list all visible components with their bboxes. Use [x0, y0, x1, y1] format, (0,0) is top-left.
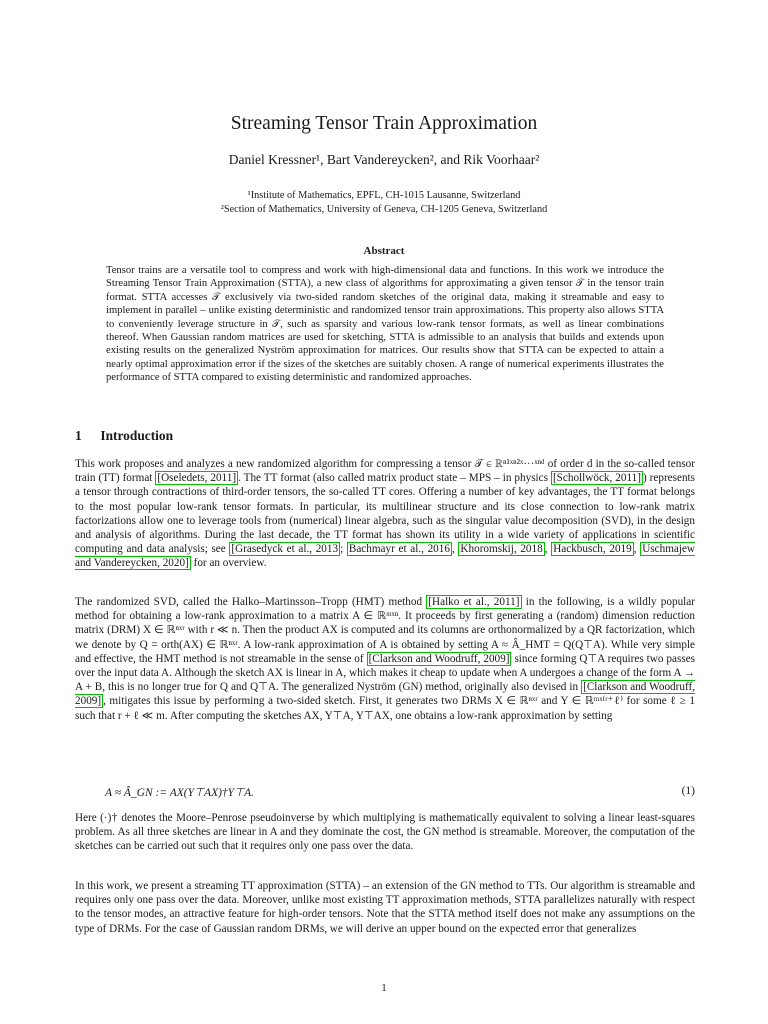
citation-link[interactable]: Khoromskij, 2018 [460, 543, 543, 556]
citation-link[interactable]: [Clarkson and Woodruff, 2009] [75, 681, 695, 708]
section-heading [75, 428, 173, 444]
paragraph-text: In this work, we present a streaming TT approximation (STTA) – an extension of the GN method to TTs. Our algorithm is streamable and requires only one pass over the data. Moreover, unlike most existing TT approximation methods, STTA parallelizes naturally with respect to the tensor modes, an attractive feature for high-order tensors. Note that the STTA method itself does not make any assumptions on the type of DRMs. For the case of Gaussian random DRMs, we will derive an upper bound on the expected error that generalizes [75, 880, 695, 935]
abstract-heading: Abstract [363, 245, 405, 257]
abstract [106, 264, 664, 385]
citation-link[interactable]: Uschmajew and Vandereycken, 2020] [75, 543, 696, 570]
abstract-text: Tensor trains are a versatile tool to compress and work with high-dimensional data and functions. In this work we introduce the Streaming Tensor Train Approximation (STTA), a new class of algorithms for approximating a given tensor 𝒯 in the tensor train format. STTA accesses 𝒯 exclusively via two-sided random sketches of the original data, making it streamable and easy to implement in parallel – unlike existing deterministic and randomized tensor train approximations. This property also allows STTA to conveniently leverage structure in 𝒯, such as sparsity and various low-rank tensor formats, as well as linear combinations thereof. When Gaussian random matrices are used for sketching, STTA is admissible to an analysis that builds and extends upon existing results on the generalized Nyström approximation for matrices. Our results show that STTA can be expected to attain a nearly optimal approximation error if the sizes of the sketches are suitably chosen. A range of numerical experiments illustrates the performance of STTA compared to existing deterministic and randomized approaches. [106, 265, 664, 384]
paragraph-text: in the following, is a wildly popular method for obtaining a low-rank approximation to a matrix A ∈ ℝᵐˣⁿ. It proceeds by first generating a (random) dimension reduction matrix (DRM) X ∈ ℝⁿˣʳ with r ≪ n. Then the product AX is computed and its columns are orthonormalized by a QR factorization, which we denote by Q = orth(AX) ∈ ℝⁿˣʳ. A low-rank approximation of A is obtained by setting A ≈ Â_HMT = Q(Q⊤A). While very simple and effective, the HMT method is not streamable in the sense of [75, 596, 695, 665]
citation-link[interactable]: [Oseledets, 2011] [157, 472, 237, 485]
page-number: 1 [381, 982, 387, 994]
paragraph-text: , mitigates this issue by performing a two-sided sketch. First, it generates two DRMs X ∈ ℝⁿˣʳ and Y ∈ ℝᵐˣ⁽ʳ⁺ℓ⁾ for some ℓ ≥ 1 such that r + ℓ ≪ m. After computing the sketches AX, Y⊤A, Y⊤AX, one obtains a low-rank approximation by setting [75, 695, 695, 722]
paragraph-3 [75, 811, 695, 854]
affiliations [0, 189, 768, 217]
paragraph-text: since forming Q⊤A requires two passes over the input data A. Although the sketch AX is linear in A, which makes it cheap to update when A undergoes a change of the form A → A + B, this is no longer true for Q and Q⊤A. The generalized Nyström (GN) method, originally also devised in [75, 652, 696, 694]
paragraph-text: for an overview. [190, 557, 267, 570]
citation-link[interactable]: [Grasedyck et al., 2013 [231, 543, 339, 556]
paragraph-4 [75, 879, 695, 936]
paragraph-text: The randomized SVD, called the Halko–Martinsson–Tropp (HMT) method [75, 596, 427, 608]
paragraph-text: ) represents a tensor through contractions of third-order tensors, the so-called TT cores. Offering a number of key advantages, the TT format belongs to the most popular low-rank tensor formats. In particular, its multilinear structure and its close connection to low-rank matrix factorizations allow one to leverage tools from (numerical) linear algebra, such as the singular value decomposition (SVD), in the design and analysis of algorithms. During the last decade, the TT format has shown its utility in a wide variety of applications in scientific computing and data analysis; see [75, 472, 696, 556]
equation-formula: A ≈ Â_GN := AX(Y⊤AX)†Y⊤A. [105, 787, 254, 799]
paragraph-text: Here (·)† denotes the Moore–Penrose pseudoinverse by which multiplying is mathematically equivalent to solving a linear least-squares problem. As all three sketches are linear in A and they dominate the cost, the GN method is streamable. Moreover, the computation of the sketches can be carried out such that it requires only one pass over the data. [75, 812, 695, 853]
section-number: 1 [75, 428, 82, 443]
paragraph-2 [75, 595, 695, 723]
affiliation-1: ¹Institute of Mathematics, EPFL, CH-1015 Lausanne, Switzerland [247, 190, 521, 201]
section-title: Introduction [100, 428, 174, 443]
citation-link[interactable]: Bachmayr et al., 2016 [348, 543, 450, 556]
paragraph-text: This work proposes and analyzes a new randomized algorithm for compressing a tensor 𝒯 ∈ ℝⁿ¹ˣⁿ²ˣ···ˣⁿᵈ of order d in the so-called tensor train (TT) format [75, 458, 695, 485]
equation-number: (1) [681, 785, 695, 797]
paragraph-text: . The TT format (also called matrix product state – MPS – in physics [238, 472, 551, 485]
citation-link[interactable]: [Schollwöck, 2011] [552, 472, 641, 485]
affiliation-2: ²Section of Mathematics, University of Geneva, CH-1205 Geneva, Switzerland [220, 204, 548, 215]
citation-link[interactable]: [Clarkson and Woodruff, 2009] [368, 652, 510, 665]
paper-authors: Daniel Kressner¹, Bart Vandereycken², and Rik Voorhaar² [228, 152, 540, 167]
citation-link[interactable]: Hackbusch, 2019 [553, 543, 632, 556]
citation-link[interactable]: [Halko et al., 2011] [428, 596, 520, 608]
paper-title: Streaming Tensor Train Approximation [230, 113, 538, 134]
paragraph-1: This work proposes and analyzes a new randomized algorithm for compressing a tensor 𝒯 ∈ ℝⁿ¹ˣⁿ²ˣ···ˣⁿᵈ of order d in the so-called tensor train (TT) format [Oseledets, 2011] . The TT format (also called matrix product state – MPS – in physics [Schollwöck, 2011] ) represents a tensor through contractions of third-order tensors, the so-called TT cores. Offering a number of key advantages, the TT format belongs to the most popular low-rank tensor formats. In particular, its multilinear structure and its close connection to low-rank matrix factorizations allow one to leverage tools from (numerical) linear algebra, such as the singular value decomposition (SVD), in the design and analysis of algorithms. During the last decade, the TT format has shown its utility in a wide variety of applications in scientific computing and data analysis; see [Grasedyck et al., 2013 ; Bachmayr et al., 2016 , Khoromskij, 2018 , Hackbusch, 2019 , Uschmajew and Vandereycken, 2020] for an overview. [75, 458, 696, 570]
